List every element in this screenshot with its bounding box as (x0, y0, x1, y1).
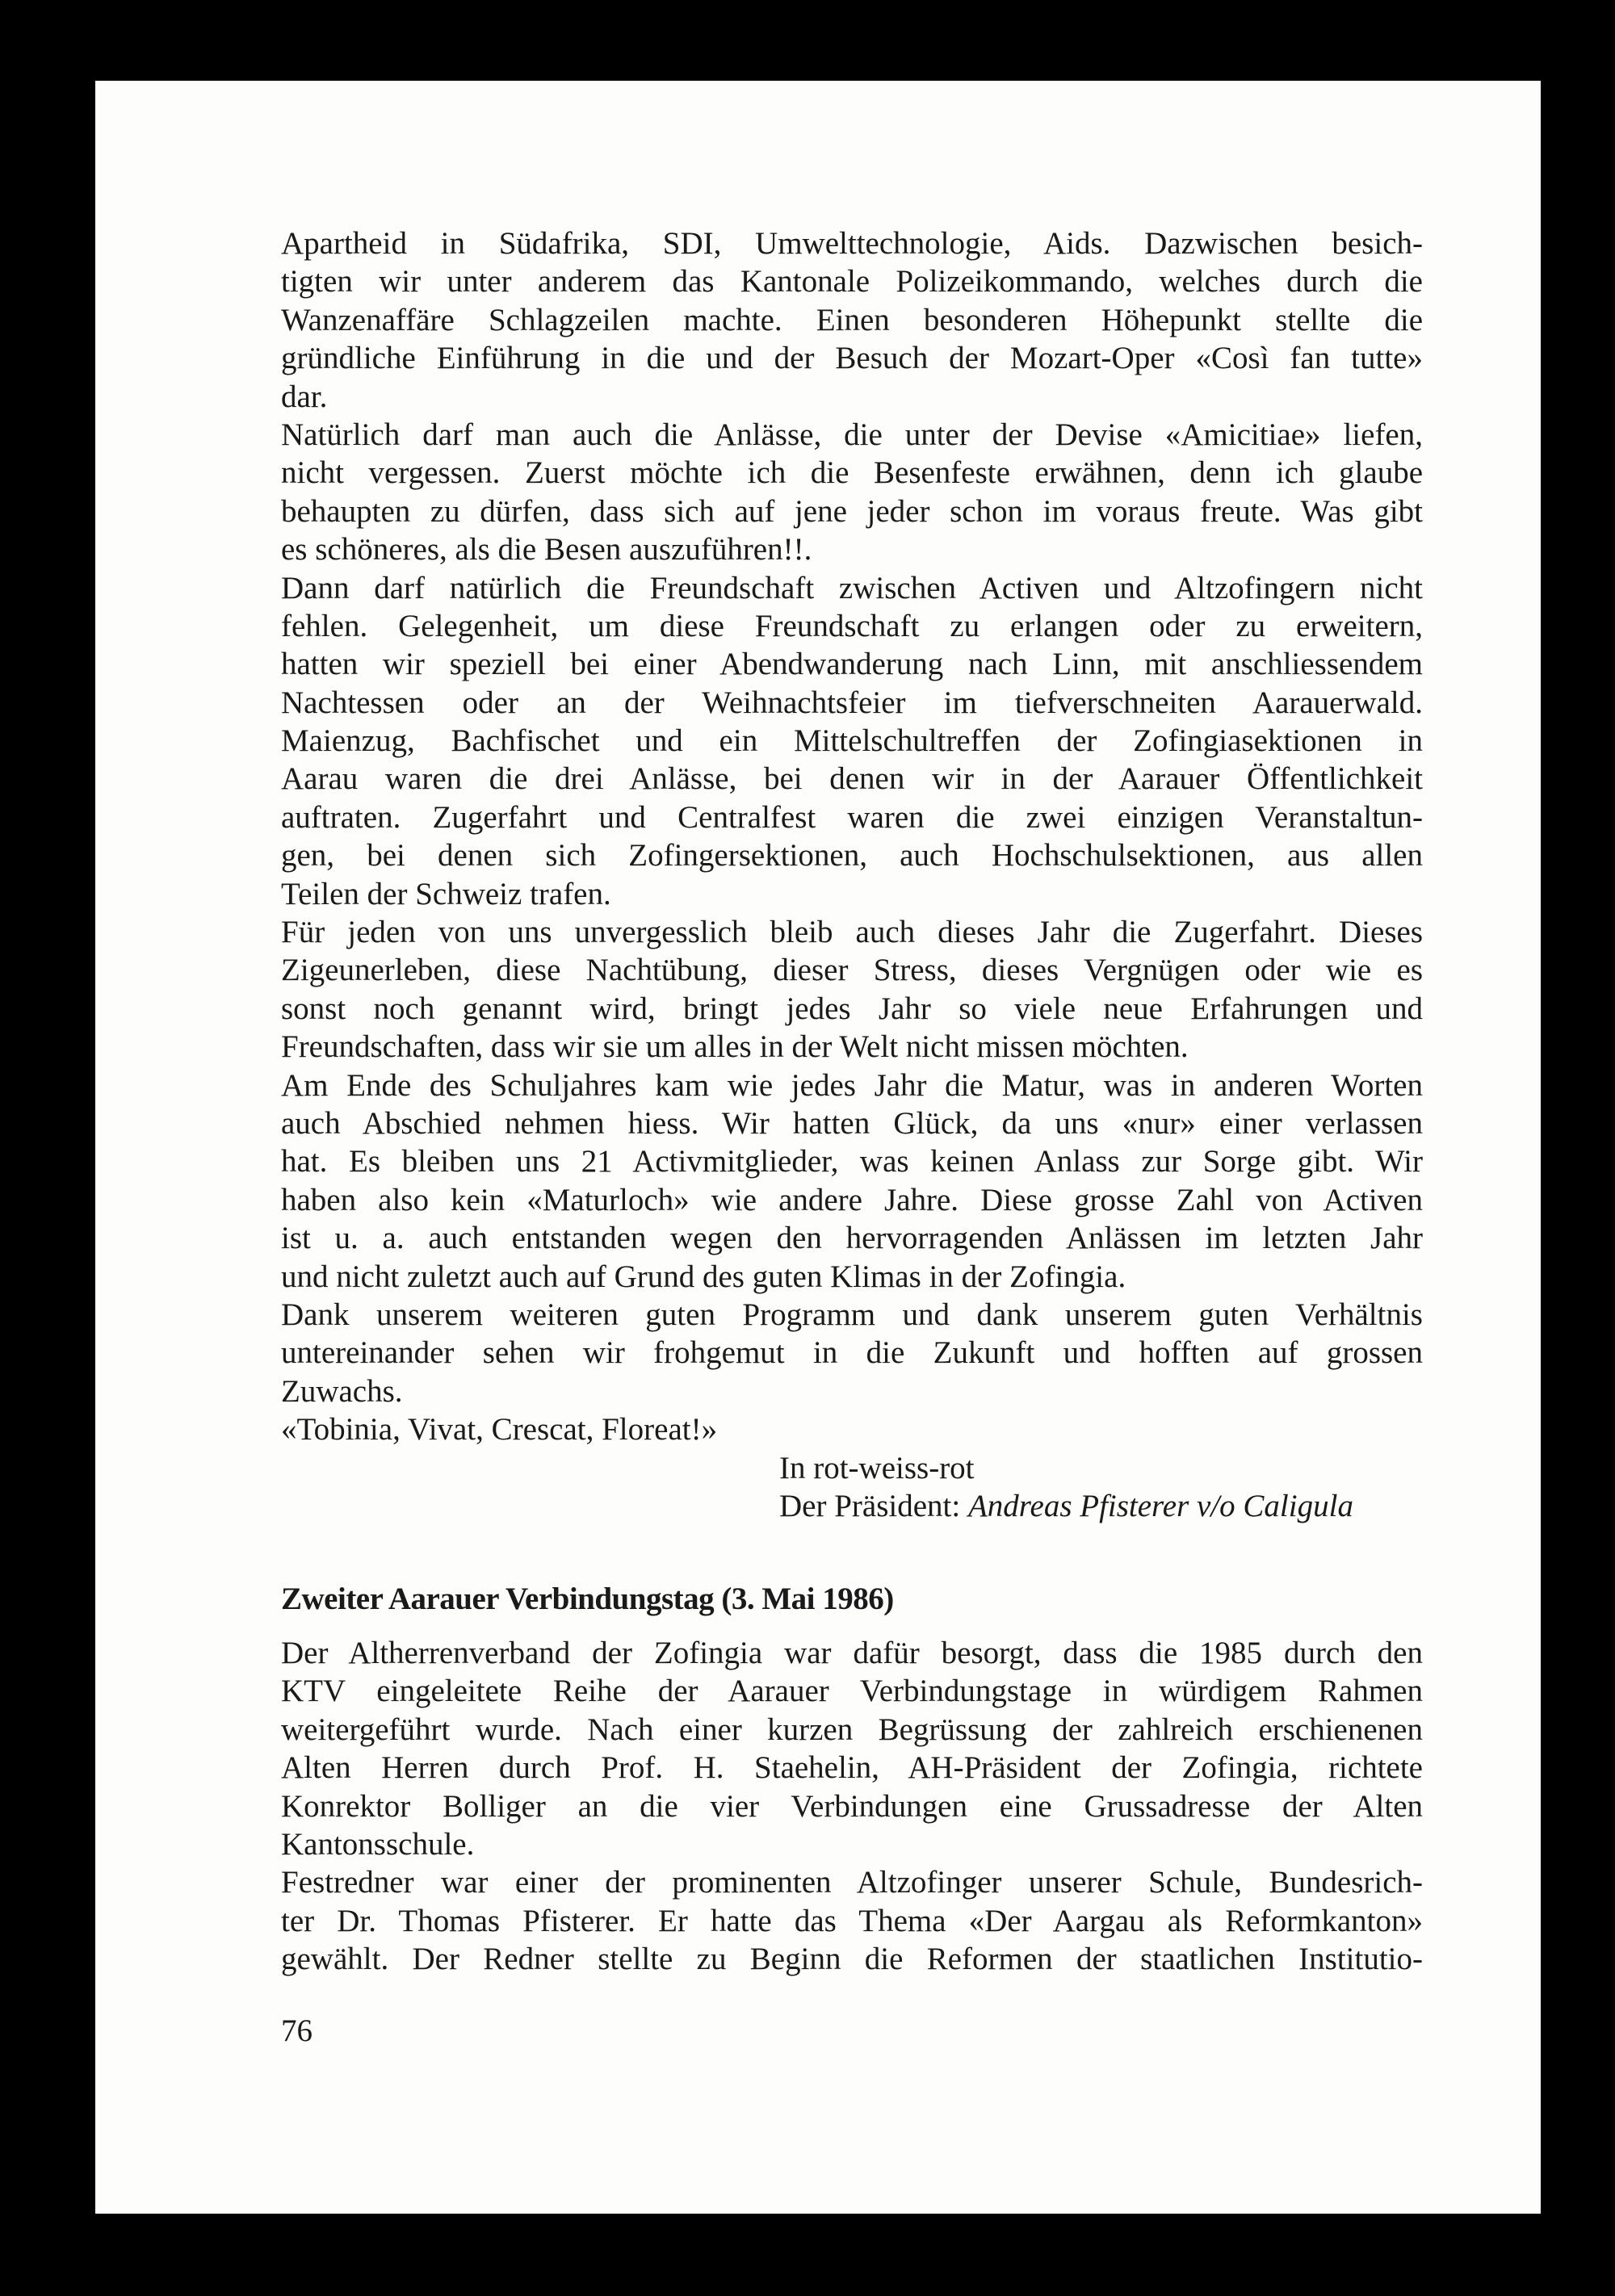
text-line: ist u. a. auch entstanden wegen den hervorragenden Anlässen im letzten Jahr (281, 1221, 1423, 1256)
closing-signature (779, 1449, 1425, 1526)
closing-signatory-line (779, 1487, 1425, 1525)
text-line: sonst noch genannt wird, bringt jedes Jahr so viele neue Erfahrungen und (281, 991, 1423, 1026)
text-line: Maienzug, Bachfischet und ein Mittelschultreffen der Zofingiasektionen in (281, 723, 1423, 759)
text-line: Der Altherrenverband der Zofingia war dafür besorgt, dass die 1985 durch den (281, 1636, 1423, 1670)
text-line: Nachtessen oder an der Weihnachtsfeier im tiefverschneiten Aarauerwald. (281, 685, 1423, 720)
section-body (281, 1634, 1423, 1979)
text-line: Kantonsschule. (281, 1826, 475, 1862)
text-line: Freundschaften, dass wir sie um alles in der Welt nicht missen möchten. (281, 1029, 1189, 1065)
text-line: haben also kein «Maturloch» wie andere Jahre. Diese grosse Zahl von Activen (281, 1182, 1423, 1217)
text-line: ter Dr. Thomas Pfisterer. Er hatte das Thema «Der Aargau als Reformkanton» (281, 1903, 1423, 1938)
text-line: Natürlich darf man auch die Anlässe, die unter der Devise «Amicitiae» liefen, (281, 417, 1423, 452)
text-line: tigten wir unter anderem das Kantonale Polizeikommando, welches durch die (281, 264, 1423, 300)
text-line: weitergeführt wurde. Nach einer kurzen Begrüssung der zahlreich erschienenen (281, 1712, 1423, 1747)
text-line: Wanzenaffäre Schlagzeilen machte. Einen besonderen Höhepunkt stellte die (281, 302, 1423, 337)
text-line: Für jeden von uns unvergesslich bleib auch dieses Jahr die Zugerfahrt. Dieses (281, 915, 1423, 950)
closing-greeting: In rot-weiss-rot (779, 1451, 975, 1485)
text-line: es schöneres, als die Besen auszuführen!!. (281, 532, 812, 568)
text-line: Zigeunerleben, diese Nachtübung, dieser Stress, dieses Vergnügen oder wie es (281, 953, 1423, 988)
text-line: auch Abschied nehmen hiess. Wir hatten Glück, da uns «nur» einer verlassen (281, 1105, 1423, 1141)
text-line: gründliche Einführung in die und der Besuch der Mozart-Oper «Così fan tutte» (281, 341, 1423, 376)
text-line: «Tobinia, Vivat, Crescat, Floreat!» (281, 1412, 718, 1448)
text-line: gen, bei denen sich Zofingersektionen, auch Hochschulsektionen, aus allen (281, 838, 1423, 874)
text-line: nicht vergessen. Zuerst möchte ich die Besenfeste erwähnen, denn ich glaube (281, 455, 1423, 491)
text-line: Zuwachs. (281, 1373, 403, 1409)
report-body (281, 224, 1423, 1449)
text-line: Teilen der Schweiz trafen. (281, 876, 611, 911)
text-line: Dann darf natürlich die Freundschaft zwischen Activen und Altzofingern nicht (281, 570, 1423, 605)
text-line: gewählt. Der Redner stellte zu Beginn die Reformen der staatlichen Institutio- (281, 1942, 1423, 1977)
text-line: untereinander sehen wir frohgemut in die Zukunft und hofften auf grossen (281, 1335, 1423, 1371)
text-line: Alten Herren durch Prof. H. Staehelin, AH-Präsident der Zofingia, richtete (281, 1750, 1423, 1786)
text-line: und nicht zuletzt auch auf Grund des guten Klimas in der Zofingia. (281, 1259, 1126, 1294)
page-number: 76 (281, 2013, 313, 2048)
text-line: hatten wir speziell bei einer Abendwanderung nach Linn, mit anschliessendem (281, 647, 1423, 682)
text-line: behaupten zu dürfen, dass sich auf jene jeder schon im voraus freute. Was gibt (281, 493, 1423, 529)
text-line: KTV eingeleitete Reihe der Aarauer Verbindungstage in würdigem Rahmen (281, 1674, 1423, 1709)
text-line: auftraten. Zugerfahrt und Centralfest waren die zwei einzigen Veranstaltun- (281, 799, 1423, 835)
text-line: Am Ende des Schuljahres kam wie jedes Jahr die Matur, was in anderen Worten (281, 1067, 1423, 1103)
text-line: Apartheid in Südafrika, SDI, Umwelttechnologie, Aids. Dazwischen besich- (281, 226, 1423, 261)
section-heading: Zweiter Aarauer Verbindungstag (3. Mai 1986) (281, 1582, 894, 1616)
text-line: hat. Es bleiben uns 21 Activmitglieder, was keinen Anlass zur Sorge gibt. Wir (281, 1144, 1423, 1179)
text-line: Festredner war einer der prominenten Altzofinger unserer Schule, Bundesrich- (281, 1865, 1423, 1900)
role-label: Der Präsident: (779, 1489, 961, 1524)
text-line: Dank unserem weiteren guten Programm und dank unserem guten Verhältnis (281, 1297, 1423, 1332)
text-line: dar. (281, 379, 328, 414)
text-line: Aarau waren die drei Anlässe, bei denen wir in der Aarauer Öffentlichkeit (281, 761, 1423, 797)
text-line: fehlen. Gelegenheit, um diese Freundschaft zu erlangen oder zu erweitern, (281, 608, 1423, 643)
text-line: Konrektor Bolliger an die vier Verbindungen eine Grussadresse der Alten (281, 1788, 1423, 1824)
signatory-name: Andreas Pfisterer v/o Caligula (967, 1489, 1353, 1524)
